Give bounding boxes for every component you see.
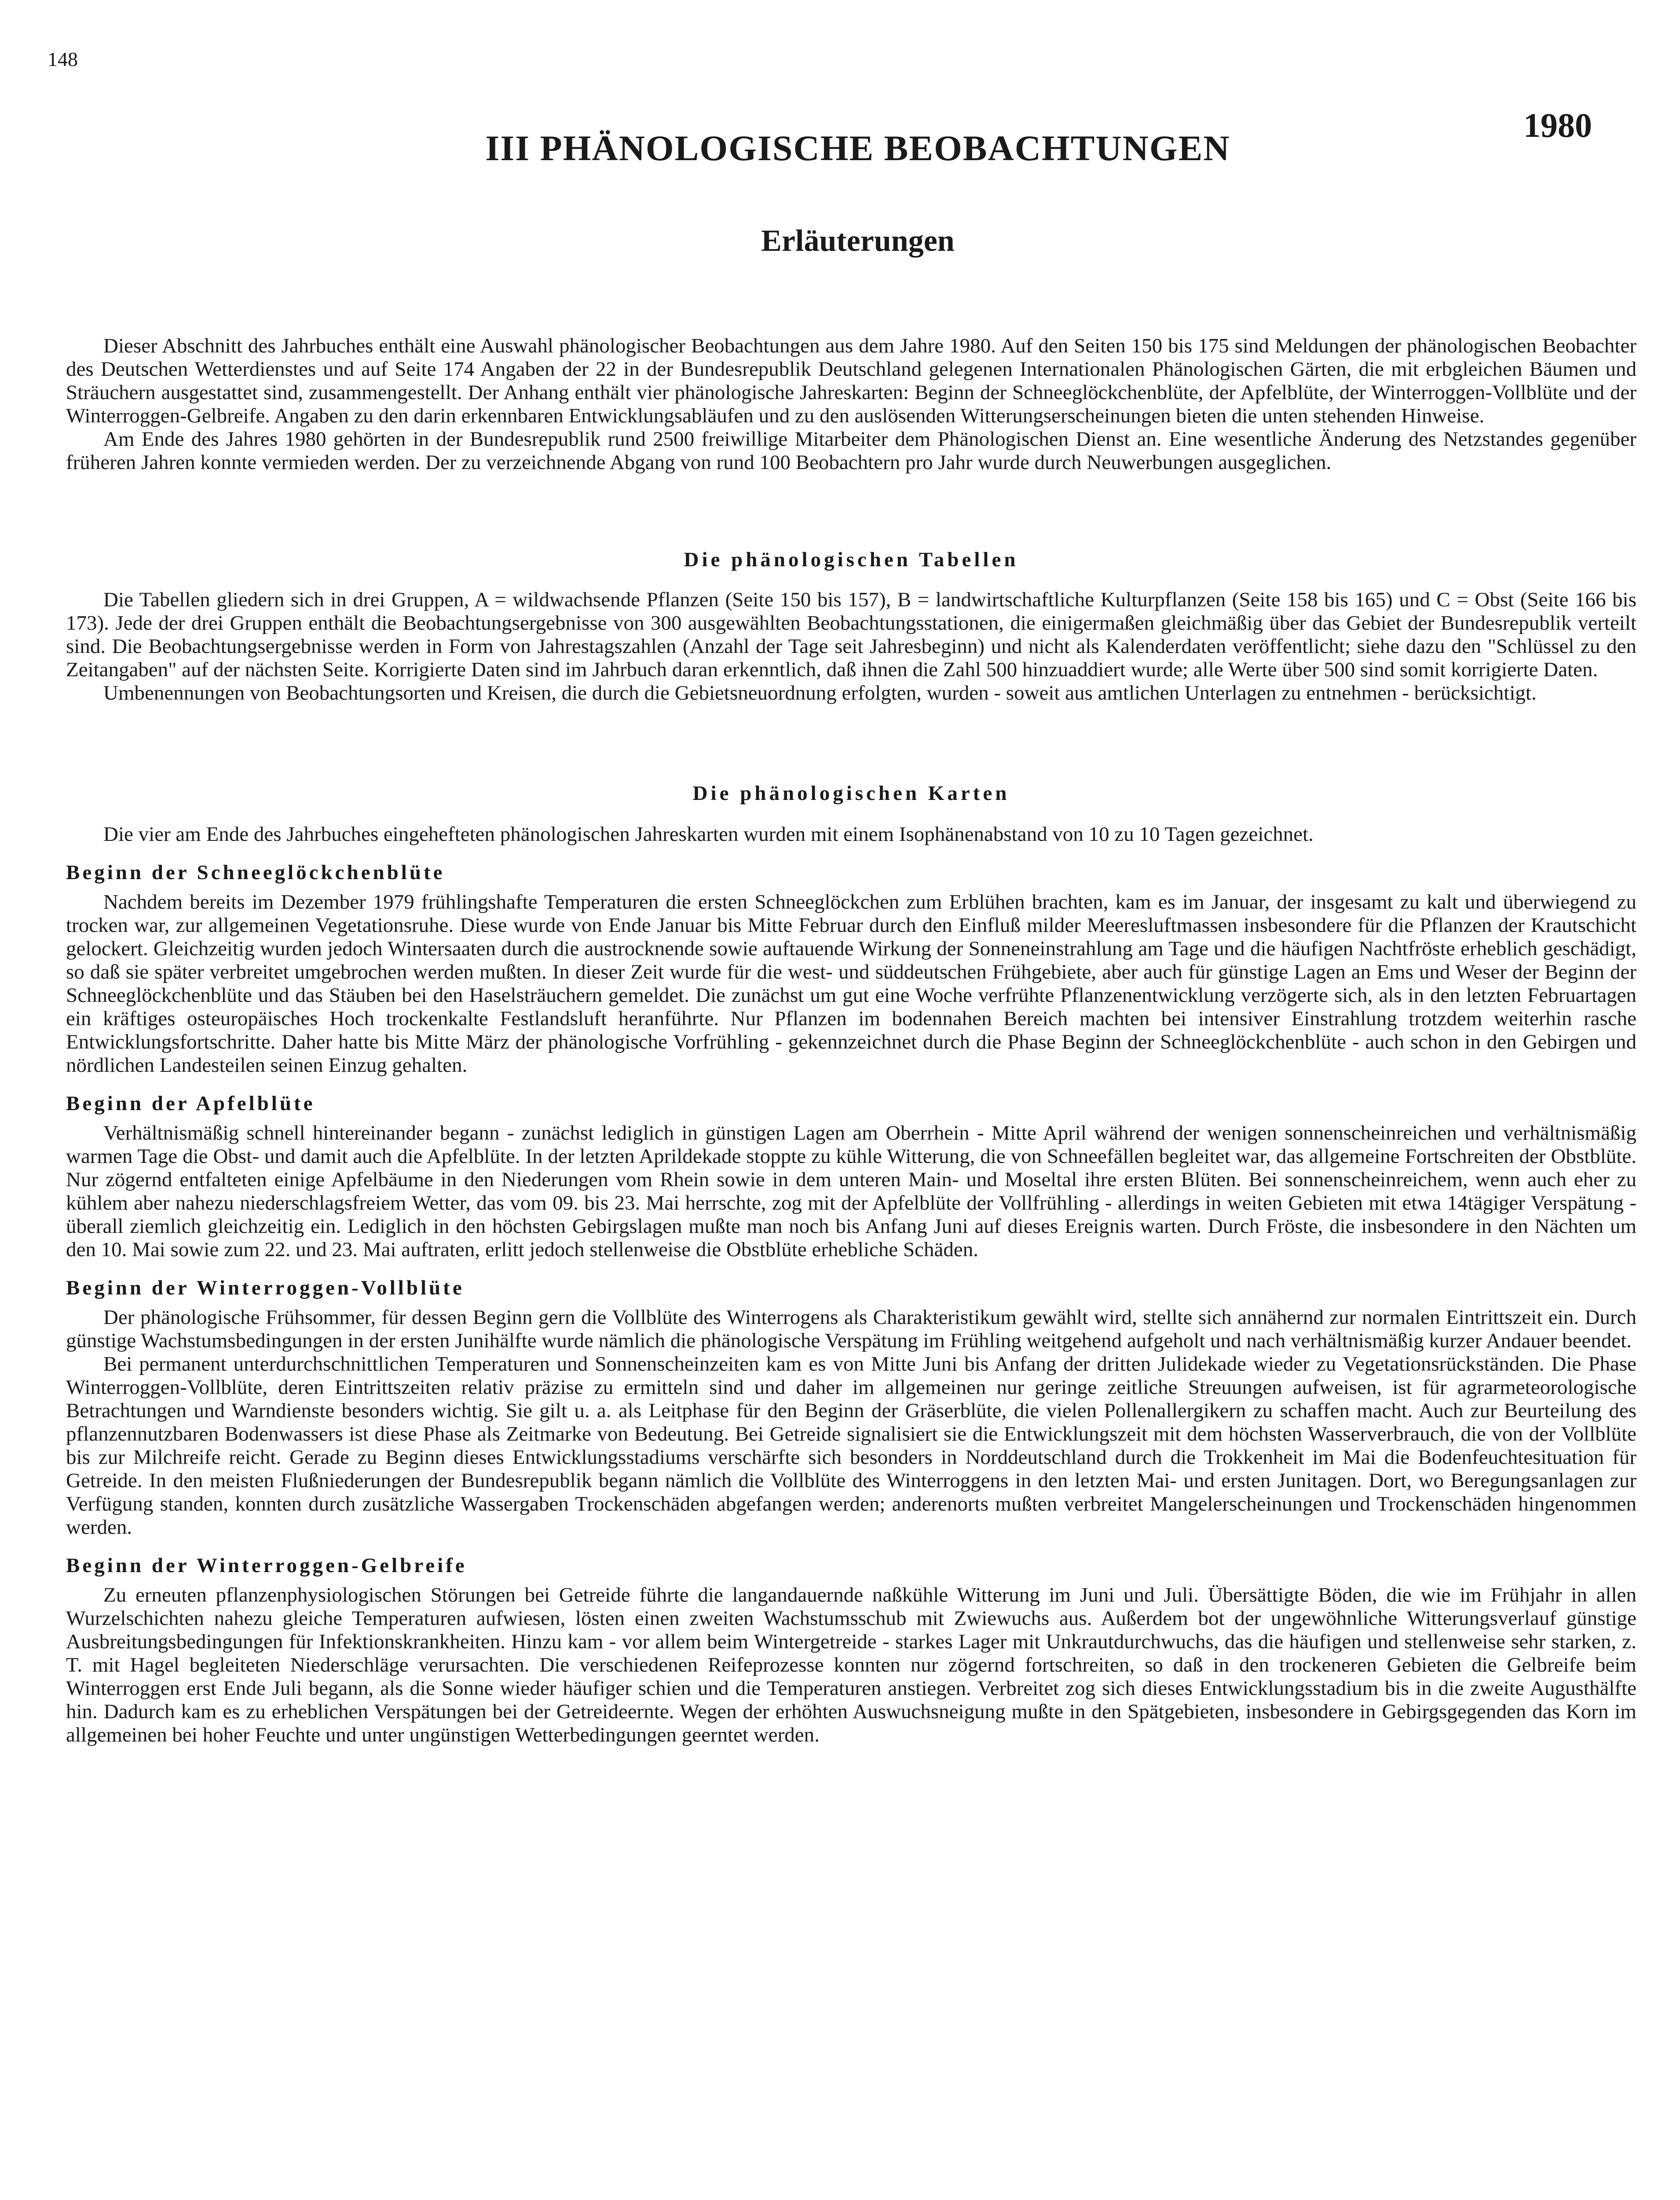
karten-heading: Die phänologischen Karten bbox=[692, 782, 1010, 805]
intro-paragraph: Dieser Abschnitt des Jahrbuches enthält eine Auswahl phänologischer Beobachtungen aus dem Jahre 1980. Auf den Seiten 150 bis 175 sind Meldungen der phänologischen Beobachter des Deutschen Wetterdienstes und auf Seite 174 Angaben der 22 in der Bundesrepublik Deutschland gelegenen Internationalen Phänologischen Gärten, die mit erbgleichen Bäumen und Sträuchern ausgestattet sind, zusammengestellt. Der Anhang enthält vier phänologische Jahreskarten: Beginn der Schneeglöckchenblüte, der Apfelblüte, der Winterroggen-Vollblüte und der Winterroggen-Gelbreife. Angaben zu den darin erkennbaren Entwicklungsabläufen und zu den auslösenden Witterungserscheinungen bieten die unten stehenden Hinweise. bbox=[66, 334, 1636, 427]
vollbluete-paragraph: Der phänologische Frühsommer, für dessen Beginn gern die Vollblüte des Winterrogens als Charakteristikum gewählt wird, stellte sich annähernd zur normalen Eintrittszeit ein. Durch günstige Wachstumsbedingungen in der ersten Junihälfte wurde nämlich die phänologische Verspätung im Frühling weitgehend aufgeholt und nach verhältnismäßig kurzer Andauer beendet. bbox=[66, 1306, 1636, 1352]
apfelbluete-heading: Beginn der Apfelblüte bbox=[66, 1092, 315, 1115]
vollbluete-heading: Beginn der Winterroggen-Vollblüte bbox=[66, 1276, 465, 1299]
karten-intro: Die vier am Ende des Jahrbuches eingehefteten phänologischen Jahreskarten wurden mit einem Isophänenabstand von 10 zu 10 Tagen gezeichnet. bbox=[103, 823, 1314, 846]
gelbreife-heading: Beginn der Winterroggen-Gelbreife bbox=[66, 1554, 467, 1577]
apfelbluete-paragraph: Verhältnismäßig schnell hintereinander begann - zunächst lediglich in günstigen Lagen am Oberrhein - Mitte April während der wenigen sonnenscheinreichen und verhältnismäßig warmen Tage die Obst- und damit auch die Apfelblüte. In der letzten Aprildekade stoppte zu kühle Witterung, die von Schneefällen begleitet war, das allgemeine Fortschreiten der Obstblüte. Nur zögernd entfalteten einige Apfelbäume in den Niederungen vom Rhein sowie in dem unteren Main- und Moseltal ihre ersten Blüten. Bei sonnenscheinreichem, wenn auch eher zu kühlem aber nahezu niederschlagsfreiem Wetter, das vom 09. bis 23. Mai herrschte, zog mit der Apfelblüte der Vollfrühling - allerdings in weiten Gebieten mit etwa 14tägiger Verspätung - überall ziemlich gleichzeitig ein. Lediglich in den höchsten Gebirgslagen mußte man noch bis Anfang Juni auf dieses Ereignis warten. Durch Fröste, die insbesondere in den Nächten um den 10. Mai sowie zum 22. und 23. Mai auftraten, erlitt jedoch stellenweise die Obstblüte erhebliche Schäden. bbox=[66, 1122, 1636, 1261]
vollbluete-paragraph: Bei permanent unterdurchschnittlichen Temperaturen und Sonnenscheinzeiten kam es von Mitte Juni bis Anfang der dritten Julidekade wieder zu Vegetationsrückständen. Die Phase Winterroggen-Vollblüte, deren Eintrittszeiten relativ präzise zu ermitteln sind und daher im allgemeinen nur geringe zeitliche Streuungen aufweisen, ist für agrarmeteorologische Betrachtungen und Warndienste besonders wichtig. Sie gilt u. a. als Leitphase für den Beginn der Gräserblüte, die vielen Pollenallergikern zu schaffen macht. Auch zur Beurteilung des pflanzennutzbaren Bodenwassers ist diese Phase als Zeitmarke von Bedeutung. Bei Getreide signalisiert sie die Entwicklungszeit mit dem höchsten Wasserverbrauch, die von der Vollblüte bis zur Milchreife reicht. Gerade zu Beginn dieses Entwicklungsstadiums verschärfte sich besonders in Norddeutschland durch die Trokkenheit im Mai die Bodenfeuchtesituation für Getreide. In den meisten Flußniederungen der Bundesrepublik begann nämlich die Vollblüte des Winterroggens in den letzten Mai- und ersten Junitagen. Dort, wo Beregungsanlagen zur Verfügung standen, konnten durch zusätzliche Wassergaben Trockenschäden abgefangen werden; anderenorts mußten verbreitet Mangelerscheinungen und Trockenschäden hingenommen werden. bbox=[66, 1353, 1636, 1539]
tabellen-section bbox=[66, 548, 1636, 705]
gelbreife-paragraph: Zu erneuten pflanzenphysiologischen Störungen bei Getreide führte die langandauernde naßkühle Witterung im Juni und Juli. Übersättigte Böden, die wie im Frühjahr in allen Wurzelschichten nahezu gleiche Temperaturen aufwiesen, lösten einen zweiten Wachstumsschub mit Zwiewuchs aus. Außerdem bot der ungewöhnliche Witterungsverlauf günstige Ausbreitungsbedingungen für Infektionskrankheiten. Hinzu kam - vor allem beim Wintergetreide - starkes Lager mit Unkrautdurchwuchs, das die häufigen und stellenweise sehr starken, z. T. mit Hagel begleiteten Niederschläge verursachten. Die verschiedenen Reifeprozesse konnten nur zögernd fortschreiten, so daß in den trockeneren Gebieten die Gelbreife beim Winterroggen erst Ende Juli begann, als die Sonne wieder häufiger schien und die Temperaturen anstiegen. Verbreitet zog sich dieses Entwicklungsstadium bis in die zweite Augusthälfte hin. Dadurch kam es zu erheblichen Verspätungen bei der Getreideernte. Wegen der erhöhten Auswuchsneigung mußte in den Spätgebieten, insbesondere in Gebirgsgegenden das Korn im allgemeinen bei hoher Feuchte und unter ungünstigen Wetterbedingungen geerntet werden. bbox=[66, 1584, 1636, 1746]
page-subtitle: Erläuterungen bbox=[761, 224, 955, 258]
karten-section bbox=[66, 782, 1636, 1747]
page-number: 148 bbox=[48, 48, 78, 70]
body-text bbox=[66, 334, 1636, 1747]
tabellen-heading: Die phänologischen Tabellen bbox=[684, 548, 1019, 571]
tabellen-paragraph: Umbenennungen von Beobachtungsorten und Kreisen, die durch die Gebietsneuordnung erfolgten, wurden - soweit aus amtlichen Unterlagen zu entnehmen - berücksichtigt. bbox=[103, 682, 1537, 704]
year-label: 1980 bbox=[1523, 106, 1592, 144]
page-title: III PHÄNOLOGISCHE BEOBACHTUNGEN bbox=[485, 128, 1230, 168]
schneegloeckchen-paragraph: Nachdem bereits im Dezember 1979 frühlingshafte Temperaturen die ersten Schneeglöckchen zum Erblühen brachten, kam es im Januar, der insgesamt zu kalt und überwiegend zu trocken war, zur allgemeinen Vegetationsruhe. Diese wurde von Ende Januar bis Mitte Februar durch den Einfluß milder Meeresluftmassen insbesondere für die Pflanzen der Krautschicht gelockert. Gleichzeitig wurden jedoch Wintersaaten durch die austrocknende sowie auftauende Wirkung der Sonneneinstrahlung am Tage und die häufigen Nachtfröste erheblich geschädigt, so daß sie später verbreitet umgebrochen werden mußten. In dieser Zeit wurde für die west- und süddeutschen Frühgebiete, aber auch für günstige Lagen an Ems und Weser der Beginn der Schneeglöckchenblüte und das Stäuben bei den Haselsträuchern gemeldet. Die zunächst um gut eine Woche verfrühte Pflanzenentwicklung verzögerte sich, als in den letzten Februartagen ein kräftiges osteuropäisches Hoch trockenkalte Festlandsluft heranführte. Nur Pflanzen im bodennahen Bereich machten bei intensiver Einstrahlung trotzdem weiterhin rasche Entwicklungsfortschritte. Daher hatte bis Mitte März der phänologische Vorfrühling - gekennzeichnet durch die Phase Beginn der Schneeglöckchenblüte - auch schon in den Gebirgen und nördlichen Landesteilen seinen Einzug gehalten. bbox=[66, 891, 1636, 1077]
intro-paragraph: Am Ende des Jahres 1980 gehörten in der Bundesrepublik rund 2500 freiwillige Mitarbeiter dem Phänologischen Dienst an. Eine wesentliche Änderung des Netzstandes gegenüber früheren Jahren konnte vermieden werden. Der zu verzeichnende Abgang von rund 100 Beobachtern pro Jahr wurde durch Neuwerbungen ausgeglichen. bbox=[66, 428, 1636, 474]
tabellen-paragraph: Die Tabellen gliedern sich in drei Gruppen, A = wildwachsende Pflanzen (Seite 150 bis 157), B = landwirtschaftliche Kulturpflanzen (Seite 158 bis 165) und C = Obst (Seite 166 bis 173). Jede der drei Gruppen enthält die Beobachtungsergebnisse von 300 ausgewählten Beobachtungsstationen, die einigermaßen gleichmäßig über das Gebiet der Bundesrepublik verteilt sind. Die Beobachtungsergebnisse werden in Form von Jahrestagszahlen (Anzahl der Tage seit Jahresbeginn) und nicht als Kalenderdaten veröffentlicht; siehe dazu den "Schlüssel zu den Zeitangaben" auf der nächsten Seite. Korrigierte Daten sind im Jahrbuch daran erkenntlich, daß ihnen die Zahl 500 hinzuaddiert wurde; alle Werte über 500 sind somit korrigierte Daten. bbox=[66, 588, 1636, 681]
intro-section bbox=[66, 334, 1636, 474]
schneegloeckchen-heading: Beginn der Schneeglöckchenblüte bbox=[66, 861, 445, 884]
